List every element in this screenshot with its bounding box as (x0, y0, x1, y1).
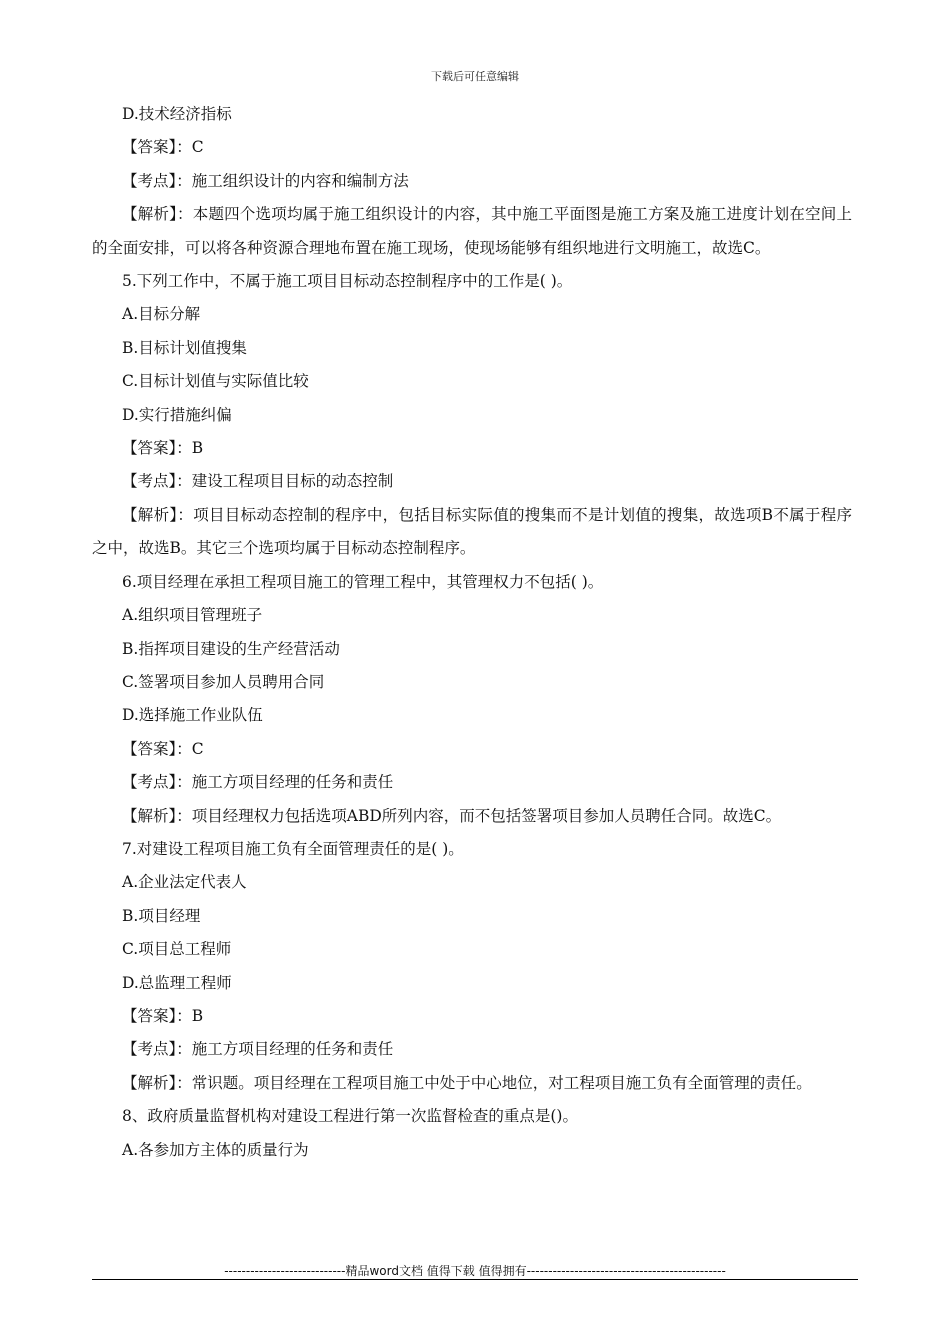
text-line: 【考点】：施工组织设计的内容和编制方法 (122, 171, 409, 190)
text-line: 6.项目经理在承担工程项目施工的管理工程中，其管理权力不包括( )。 (122, 572, 604, 591)
text-line: A.企业法定代表人 (122, 873, 247, 892)
text-line: D.技术经济指标 (122, 105, 232, 123)
paragraph: 【解析】：常识题。项目经理在工程项目施工中处于中心地位，对工程项目施工负有全面管理的责任。 (122, 1073, 812, 1092)
text-line: C.签署项目参加人员聘用合同 (122, 672, 325, 691)
text-line: B.项目经理 (122, 906, 201, 925)
text-line: B.目标计划值搜集 (122, 338, 247, 357)
text-line: 7.对建设工程项目施工负有全面管理责任的是( )。 (122, 839, 464, 858)
text-line: D.实行措施纠偏 (122, 405, 232, 424)
text-line: C.项目总工程师 (122, 940, 232, 959)
text-line: D.总监理工程师 (122, 973, 232, 992)
text-line: A.组织项目管理班子 (122, 606, 263, 625)
text-line: 【答案】：C (122, 138, 204, 157)
text-line: A.目标分解 (122, 305, 201, 324)
page-header: 下载后可任意编辑 (431, 70, 519, 83)
text-line: 【答案】：C (122, 739, 204, 758)
text-line: 5.下列工作中，不属于施工项目目标动态控制程序中的工作是( )。 (122, 272, 573, 291)
text-line: 【考点】：施工方项目经理的任务和责任 (122, 1040, 394, 1059)
text-line: B.指挥项目建设的生产经营活动 (122, 639, 340, 658)
page-footer: ----------------------------精品word文档 值得下载 值得拥有---------------------------------------------- (224, 1264, 726, 1278)
text-line: A.各参加方主体的质量行为 (122, 1140, 309, 1159)
text-line: 【答案】：B (122, 439, 204, 458)
text-line: 【考点】：建设工程项目目标的动态控制 (122, 472, 394, 491)
text-line: 【解析】：项目经理权力包括选项ABD所列内容，而不包括签署项目参加人员聘任合同。故选C。 (122, 806, 782, 825)
text-line: D.选择施工作业队伍 (122, 706, 263, 725)
paragraph: 【解析】：本题四个选项均属于施工组织设计的内容，其中施工平面图是施工方案及施工进度计划在空间上的全面安排，可以将各种资源合理地布置在施工现场，使现场能够有组织地进行文明施工，故选C。 (92, 205, 852, 257)
text-line: 【考点】：施工方项目经理的任务和责任 (122, 773, 394, 792)
text-line: 【答案】：B (122, 1006, 204, 1025)
text-line: C.目标计划值与实际值比较 (122, 372, 309, 391)
footer-divider (92, 1279, 858, 1280)
paragraph: 【解析】：项目目标动态控制的程序中，包括目标实际值的搜集而不是计划值的搜集，故选项B不属于程序之中，故选B。其它三个选项均属于目标动态控制程序。 (92, 505, 852, 558)
document-body (92, 98, 852, 1167)
text-line: 8、政府质量监督机构对建设工程进行第一次监督检查的重点是()。 (122, 1107, 578, 1126)
